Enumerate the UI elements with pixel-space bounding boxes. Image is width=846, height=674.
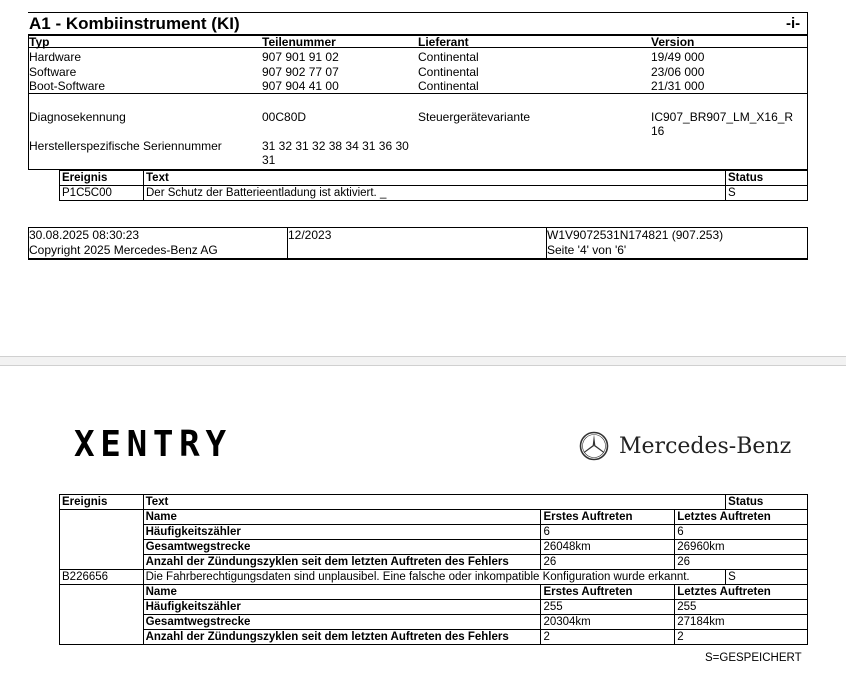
event-code-empty xyxy=(60,510,144,570)
xentry-logo: XENTRY xyxy=(74,424,232,465)
event-table xyxy=(59,170,808,201)
table-row-hardware-part: 907 901 91 02 xyxy=(262,50,339,64)
event-text: Der Schutz der Batterieentladung ist aktiviert. _ xyxy=(144,186,726,201)
table-row-hardware-version: 19/49 000 xyxy=(651,50,705,64)
col-header-status: Status xyxy=(726,171,808,186)
row-last: 6 xyxy=(675,525,808,540)
variant-value-line1: IC907_BR907_LM_X16_R xyxy=(651,110,794,124)
col-header-status: Status xyxy=(726,495,808,510)
col-header-typ: Typ xyxy=(29,35,50,49)
footer-page: Seite '4' von '6' xyxy=(547,243,627,257)
table-row-software-part: 907 902 77 07 xyxy=(262,65,339,79)
table-row xyxy=(60,525,808,540)
row-last: 26960km xyxy=(675,540,808,555)
variant-label: Steuergerätevariante xyxy=(418,110,531,124)
col-header-text: Text xyxy=(144,171,726,186)
footer-version: 12/2023 xyxy=(288,228,332,242)
row-first: 255 xyxy=(541,600,675,615)
sub-header-first: Erstes Auftreten xyxy=(541,585,675,600)
row-first: 26048km xyxy=(541,540,675,555)
table-row-boot-typ: Boot-Software xyxy=(29,79,106,93)
footer-copyright: Copyright 2025 Mercedes-Benz AG xyxy=(29,243,218,257)
col-header-text: Text xyxy=(143,495,726,510)
table-row-software-typ: Software xyxy=(29,65,77,79)
diag-value: 00C80D xyxy=(262,110,307,124)
row-first: 20304km xyxy=(541,615,675,630)
table-row xyxy=(60,600,808,615)
table-row xyxy=(60,615,808,630)
table-row-hardware-supplier: Continental xyxy=(418,50,479,64)
col-header-ereignis: Ereignis xyxy=(60,495,144,510)
row-last: 26 xyxy=(675,555,808,570)
col-header-teilenummer: Teilenummer xyxy=(262,35,336,49)
sub-header-name: Name xyxy=(143,585,541,600)
sub-header-last: Letztes Auftreten xyxy=(675,585,808,600)
table-row xyxy=(60,540,808,555)
footer-vin: W1V9072531N174821 (907.253) xyxy=(547,228,724,242)
table-row xyxy=(60,630,808,645)
info-icon[interactable]: -i- xyxy=(786,15,801,32)
fault-table xyxy=(59,494,808,645)
row-last: 255 xyxy=(675,600,808,615)
row-first: 26 xyxy=(541,555,675,570)
footer-datetime: 30.08.2025 08:30:23 xyxy=(29,228,140,242)
table-row-boot-part: 907 904 41 00 xyxy=(262,79,339,93)
row-first: 6 xyxy=(541,525,675,540)
diag-label: Diagnosekennung xyxy=(29,110,126,124)
sub-header-first: Erstes Auftreten xyxy=(541,510,675,525)
row-last: 27184km xyxy=(675,615,808,630)
row-name: Anzahl der Zündungszyklen seit dem letzten Auftreten des Fehlers xyxy=(143,555,541,570)
sub-header-last: Letztes Auftreten xyxy=(675,510,808,525)
serial-value-line1: 31 32 31 32 38 34 31 36 30 xyxy=(262,139,409,153)
sub-header-name: Name xyxy=(143,510,541,525)
row-name: Anzahl der Zündungszyklen seit dem letzten Auftreten des Fehlers xyxy=(143,630,541,645)
row-first: 2 xyxy=(541,630,675,645)
row-name: Häufigkeitszähler xyxy=(143,525,541,540)
event-status: S xyxy=(726,570,808,585)
event-code: B226656 xyxy=(60,570,144,585)
status-legend: S=GESPEICHERT xyxy=(705,652,802,664)
table-row xyxy=(60,555,808,570)
page-separator xyxy=(0,356,846,366)
table-row-boot-supplier: Continental xyxy=(418,79,479,93)
row-name: Gesamtwegstrecke xyxy=(143,615,541,630)
variant-value-line2: 16 xyxy=(651,124,665,138)
table-row-software-version: 23/06 000 xyxy=(651,65,705,79)
brand-wordmark: Mercedes-Benz xyxy=(619,434,792,459)
page-title: A1 - Kombiinstrument (KI) xyxy=(29,14,240,33)
event-code-empty xyxy=(60,585,144,645)
row-name: Gesamtwegstrecke xyxy=(143,540,541,555)
row-name: Häufigkeitszähler xyxy=(143,600,541,615)
mercedes-star-icon xyxy=(579,431,609,461)
event-text: Die Fahrberechtigungsdaten sind unplausibel. Eine falsche oder inkompatible Konfiguration wurde erkannt. xyxy=(143,570,726,585)
table-row-boot-version: 21/31 000 xyxy=(651,79,705,93)
col-header-ereignis: Ereignis xyxy=(60,171,144,186)
event-status: S xyxy=(726,186,808,201)
col-header-lieferant: Lieferant xyxy=(418,35,469,49)
row-last: 2 xyxy=(675,630,808,645)
table-row-hardware-typ: Hardware xyxy=(29,50,82,64)
serial-label: Herstellerspezifische Seriennummer xyxy=(29,139,222,153)
serial-value-line2: 31 xyxy=(262,153,276,167)
col-header-version: Version xyxy=(651,35,695,49)
table-row-software-supplier: Continental xyxy=(418,65,479,79)
event-code: P1C5C00 xyxy=(60,186,144,201)
